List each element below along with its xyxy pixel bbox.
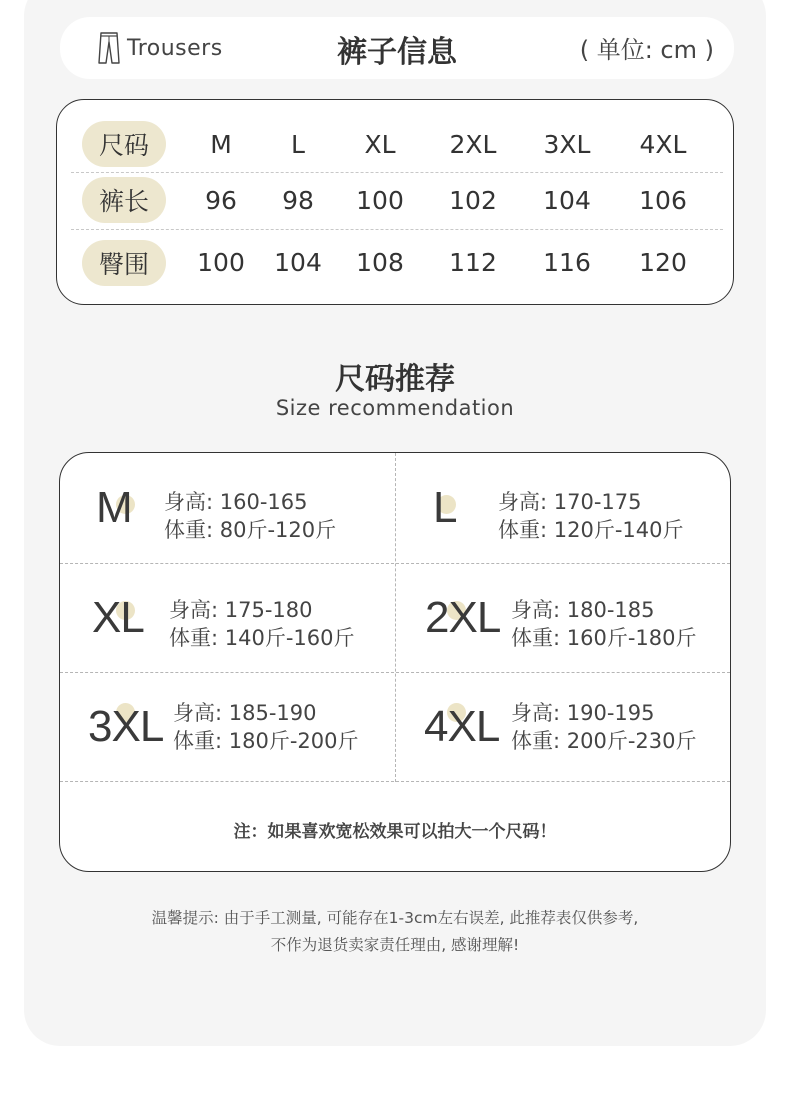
size-wrap (92, 563, 144, 672)
height-range: 身高: 170-175 (498, 490, 642, 514)
size-label: L (433, 482, 457, 532)
table-cell: 120 (639, 248, 687, 277)
table-cell: 98 (282, 186, 314, 215)
recommendation-item (395, 563, 730, 672)
size-label: 2XL (425, 592, 501, 642)
recommendation-item (60, 563, 395, 672)
size-info (511, 596, 697, 652)
weight-range: 体重: 180斤-200斤 (173, 729, 359, 753)
info-header (60, 17, 734, 79)
recommendation-item (395, 453, 730, 562)
size-table (56, 99, 734, 305)
table-cell: 96 (205, 186, 237, 215)
recommendation-item (60, 453, 395, 562)
height-range: 身高: 190-195 (511, 701, 655, 725)
table-cell: 3XL (543, 130, 591, 159)
table-cell: 100 (356, 186, 404, 215)
table-cell: 2XL (449, 130, 497, 159)
table-cell: M (210, 130, 232, 159)
size-wrap (433, 453, 456, 562)
weight-range: 体重: 140斤-160斤 (169, 626, 355, 650)
weight-range: 体重: 80斤-120斤 (164, 518, 337, 542)
size-wrap (88, 672, 163, 781)
size-info (498, 488, 684, 544)
height-range: 身高: 160-165 (164, 490, 308, 514)
height-range: 身高: 175-180 (169, 598, 313, 622)
table-cell: 108 (356, 248, 404, 277)
row-label: 尺码 (82, 121, 166, 167)
divider (60, 781, 730, 782)
brand (98, 17, 223, 79)
section-title: 尺码推荐 (335, 362, 455, 397)
size-wrap (424, 672, 499, 781)
section-subtitle: Size recommendation (275, 396, 515, 420)
size-label: 3XL (88, 701, 164, 751)
tip-line-2: 不作为退货卖家责任理由, 感谢理解! (270, 936, 520, 954)
size-info (511, 699, 697, 755)
row-label: 裤长 (82, 177, 166, 223)
divider (71, 229, 723, 230)
table-cell: 112 (449, 248, 497, 277)
table-cell: L (291, 130, 305, 159)
weight-range: 体重: 160斤-180斤 (511, 626, 697, 650)
weight-range: 体重: 200斤-230斤 (511, 729, 697, 753)
brand-label: Trousers (127, 35, 223, 61)
table-cell: 104 (543, 186, 591, 215)
table-cell: 106 (639, 186, 687, 215)
tip-line-1: 温馨提示: 由于手工测量, 可能存在1-3cm左右误差, 此推荐表仅供参考, (151, 909, 639, 927)
row-label: 臀围 (82, 240, 166, 286)
divider (71, 172, 723, 173)
size-wrap (425, 563, 500, 672)
size-recommendation-grid (59, 452, 731, 872)
unit-label: ( 单位: cm ) (579, 36, 714, 64)
page-title: 裤子信息 (337, 35, 457, 70)
size-wrap (96, 453, 132, 562)
table-cell: 100 (197, 248, 245, 277)
sizing-note: 注：如果喜欢宽松效果可以拍大一个尺码！ (233, 822, 557, 842)
table-cell: XL (364, 130, 396, 159)
table-cell: 102 (449, 186, 497, 215)
size-info (173, 699, 359, 755)
height-range: 身高: 185-190 (173, 701, 317, 725)
size-info (169, 596, 355, 652)
weight-range: 体重: 120斤-140斤 (498, 518, 684, 542)
size-label: M (96, 482, 132, 532)
trousers-icon (98, 32, 120, 64)
recommendation-item (60, 672, 395, 781)
table-cell: 104 (274, 248, 322, 277)
recommendation-item (395, 672, 730, 781)
size-label: 4XL (424, 701, 500, 751)
table-cell: 116 (543, 248, 591, 277)
table-cell: 4XL (639, 130, 687, 159)
size-label: XL (92, 592, 144, 642)
height-range: 身高: 180-185 (511, 598, 655, 622)
size-info (164, 488, 336, 544)
